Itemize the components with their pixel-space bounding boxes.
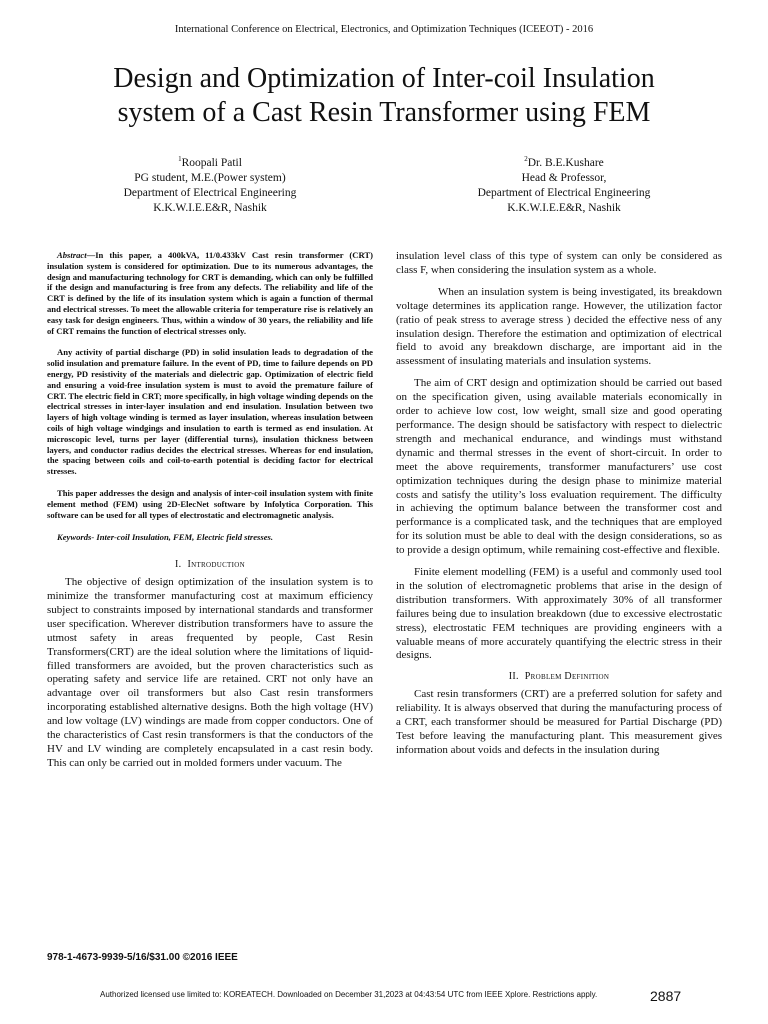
section-number: I. — [175, 559, 182, 571]
body-paragraph-2: When an insulation system is being investigated, its breakdown voltage determines its application range. However, the utilization factor (ratio of peak stress to average stress ) decided the effective ness of any insulation design. Therefore the estimation and optimization of electrical field to avoid any breakdown discharge, are important aid in the assessment of insulating materials and insulation systems. — [396, 285, 722, 368]
left-column — [47, 250, 373, 779]
license-footer: Authorized licensed use limited to: KOREATECH. Downloaded on December 31,2023 at 04:43:54 UTC from IEEE Xplore. Restrictions apply. — [100, 990, 598, 999]
body-paragraph-4: Finite element modelling (FEM) is a useful and commonly used tool in the solution of electromagnetic problems that arise in the design of distribution transformers. With approximately 30% of all transformer failures being due to insulation breakdown (due to excessive electrostatic stress), electrostatic FEM techniques are providing engineers with a valuable means of more accurately quantifying the electric stress in their designs. — [396, 566, 722, 662]
author-block-2 — [414, 152, 714, 216]
author-superscript: 1 — [178, 155, 182, 163]
author-department: Department of Electrical Engineering — [477, 186, 651, 199]
author-role: PG student, M.E.(Power system) — [134, 171, 286, 184]
section-heading-introduction — [47, 559, 373, 570]
abstract-paragraph-2: Any activity of partial discharge (PD) in solid insulation leads to degradation of the solid insulation and premature failure. In the event of PD, time to failure depends on PD energy, PD resistivity of the materials and dielectric gap. Optimization of electric field and ensuring a void-free insulation system is must to avoid the premature failure of CRT. The electric field in CRT; more specifically, in high voltage winding depends on the electrical stresses in inter-layer insulation and end insulation. Insulation between two layers of high voltage winding is termed as layer insulation, whereas insulation between coils of high voltage windgings and insulation to earth is termed as end insulation. At microscopic level, turns per layer (differential turns), insulation thickness between layers, and conductor radius decides the electrical stresses. Whereas for end insulation, the spacing between coils and coil-to-earth potential is deciding factor for electrical stresses. — [47, 347, 373, 477]
author-institution: K.K.W.I.E.E&R, Nashik — [507, 201, 621, 214]
section-heading-problem-definition — [396, 671, 722, 682]
title-line-1: Design and Optimization of Inter-coil Insulation — [113, 63, 655, 94]
author-name-text: Dr. B.E.Kushare — [527, 156, 604, 169]
section-title: Introduction — [187, 559, 245, 571]
paper-title — [40, 62, 728, 130]
author-name-text: Roopali Patil — [181, 156, 242, 169]
right-column — [396, 250, 722, 766]
isbn-copyright: 978-1-4673-9939-5/16/$31.00 ©2016 IEEE — [47, 952, 238, 963]
conference-header: International Conference on Electrical, Electronics, and Optimization Techniques (ICEEOT) - 2016 — [174, 24, 594, 35]
section-number: II. — [508, 671, 519, 683]
author-name — [414, 152, 714, 171]
author-block-1 — [60, 152, 360, 216]
section-title: Problem Definition — [524, 671, 610, 683]
author-name — [60, 152, 360, 171]
author-department: Department of Electrical Engineering — [123, 186, 297, 199]
author-institution: K.K.W.I.E.E&R, Nashik — [153, 201, 267, 214]
abstract-lead: Abstract— — [57, 250, 96, 260]
author-superscript: 2 — [524, 155, 528, 163]
abstract-text: In this paper, a 400kVA, 11/0.433kV Cast resin transformer (CRT) insulation system is considered for optimization. Due to its numerous advantages, the design and manufacturing technology for CRT is demanding, which can only be fulfilled if the design and manufacturing is free from any defects. The reliability and life of the CRT is defined by the life of its insulation system which is again a function of thermal and electrical stresses. To meet the allowable criteria for temperature rise is relatively an easy task for design engineers. Thus, within a window of 30 years, the reliability and life of CRT remains the function of electrical stresses only. — [47, 250, 373, 336]
body-paragraph-1: insulation level class of this type of system can only be considered as class F, when considering the insulation system as a whole. — [396, 250, 722, 276]
keywords: Keywords- Inter-coil Insulation, FEM, Electric field stresses. — [57, 532, 274, 543]
abstract-paragraph-3: This paper addresses the design and analysis of inter-coil insulation system with finite element method (FEM) using 2D-ElecNet software by Infolytica Corporation. This software can be used for all types of electrostatic and electromagnetic analysis. — [47, 487, 373, 520]
problem-definition-paragraph: Cast resin transformers (CRT) are a preferred solution for safety and reliability. It is always observed that during the manufacturing process of a CRT, each transformer should be measured for Partial Discharge (PD) Test before leaving the manufacturing plant. This measurement gives information about voids and defects in the insulation during — [396, 688, 722, 756]
author-role: Head & Professor, — [521, 171, 607, 184]
abstract-paragraph-1 — [47, 250, 373, 336]
introduction-paragraph: The objective of design optimization of the insulation system is to minimize the transformer manufacturing cost at maximum efficiency subject to constraints imposed by international standards and transformer user specification. Wherever distribution transformers have to assure the utmost safety in areas frequented by people, Cast Resin Transformers(CRT) are the ideal solution where the limitations of liquid-filled transformers are avoided, but the proven characteristics such as operating safety and service life are retained. CRT not only have an advantage over oil transformers but also Cast resin transformers incorporating established alternative designs. Both the high voltage (HV) and low voltage (LV) windings are made from copper conductors. One of the characteristics of Cast resin transformers is that the conductors of the HV and LV winding are completely encapsulated in a cast resin body. This can only be carried out in molded formers under vacuum. The — [47, 576, 373, 769]
title-line-2: system of a Cast Resin Transformer using FEM — [117, 97, 651, 128]
body-paragraph-3: The aim of CRT design and optimization should be carried out based on the specification given, using available materials economically in order to achieve low cost, low weight, small size and good operating performance. The design should be satisfactory with respect to dielectric strength and mechanical endurance, and windings must withstand dynamic and thermal stresses in the event of short-circuit. In order to meet the above requirements, transformer manufacturers’ use cost optimization techniques during the design phase to minimize material costs and satisfy the utility’s loss evaluation requirement. The difficulty in achieving the optimum balance between the transformer cost and performance is a complicated task, and the techniques that are employed for its solution must be able to deal with the design considerations, so as to provide a design optimum, while remaining cost-effective and flexible. — [396, 377, 722, 557]
page-number: 2887 — [650, 988, 682, 1004]
